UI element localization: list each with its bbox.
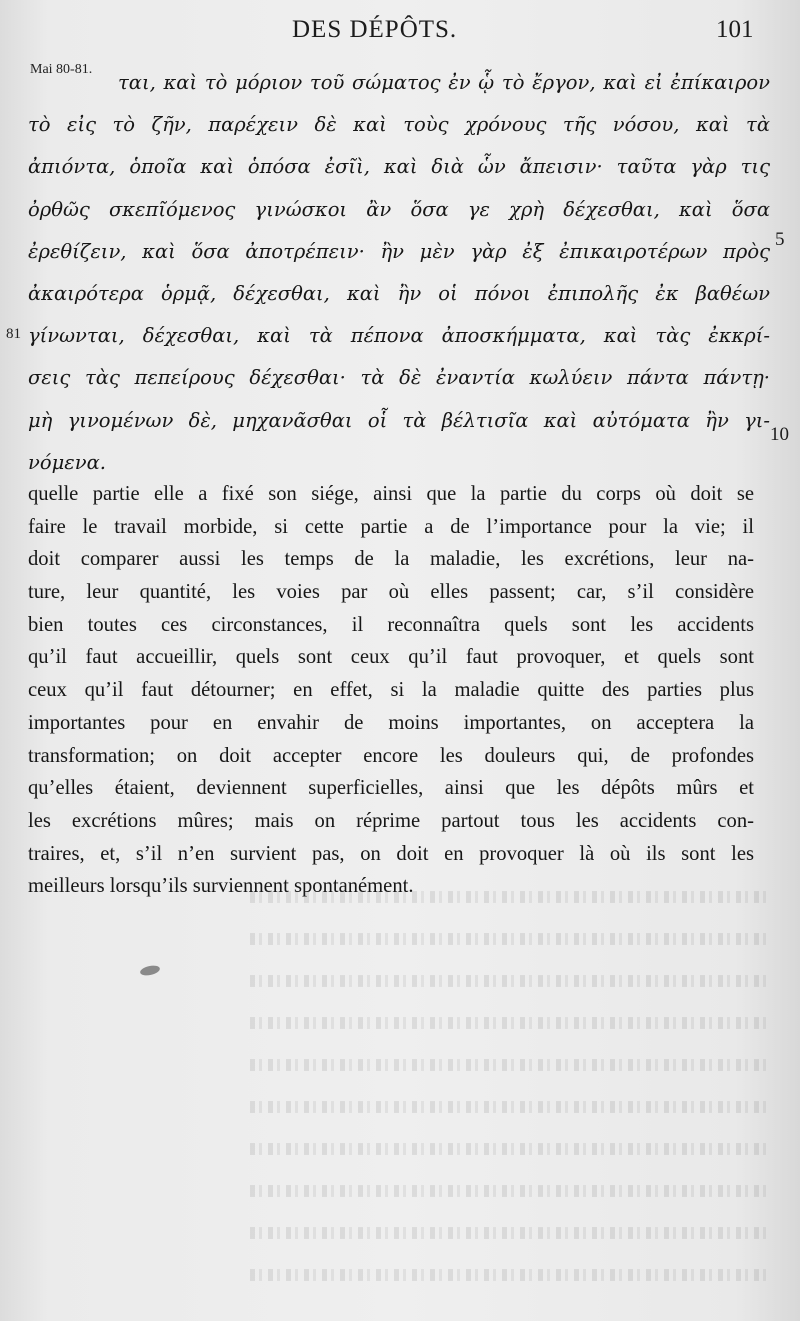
french-text-line: qu’elles étaient, deviennent superficielles, ainsi que les dépôts mûrs et [28,777,754,800]
greek-text-block [28,62,770,484]
margin-reference-side: 81 [6,326,21,342]
margin-reference-top: Mai 80-81. [30,62,93,77]
ink-smudge [139,964,160,977]
french-text-line: faire le travail morbide, si cette partie a de l’importance pour la vie; il [28,515,754,538]
greek-text-line: νόμενα. [28,450,106,474]
greek-text-line: γίνωνται, δέχεσθαι, καὶ τὰ πέπονα ἀποσκήμματα, καὶ τὰς ἐκκρί- [28,324,770,348]
french-text-line: traires, et, s’il n’en survient pas, on doit en provoquer là où ils sont les [28,842,754,865]
french-text-line: ceux qu’il faut détourner; en effet, si la maladie quitte des parties plus [28,679,754,702]
greek-text-line: ἀκαιρότερα ὁρμᾷ, δέχεσθαι, καὶ ἢν οἱ πόνοι ἐπιπολῆς ἐκ βαθέων [28,281,770,305]
line-number-10: 10 [770,424,789,445]
page-number: 101 [716,16,754,43]
greek-text-line: ἀπιόντα, ὁποῖα καὶ ὁπόσα ἐσῖὶ, καὶ διὰ ὧν ἄπεισιν· ταῦτα γὰρ τις [28,155,770,179]
show-through-texture [250,880,770,1300]
greek-text-line: σεις τὰς πεπείρους δέχεσθαι· τὰ δὲ ἐναντία κωλύειν πάντα πάντῃ· [28,366,770,390]
french-text-line: ture, leur quantité, les voies par où elles passent; car, s’il considère [28,581,754,604]
french-translation-block [28,478,754,903]
running-head [0,12,800,52]
french-text-line: doit comparer aussi les temps de la maladie, les excrétions, leur na- [28,548,754,571]
french-text-line: meilleurs lorsqu’ils surviennent spontanément. [28,875,414,898]
greek-text-line: ὀρθῶς σκεπῖόμενος γινώσκοι ἂν ὅσα γε χρὴ δέχεσθαι, καὶ ὅσα [28,197,770,221]
french-text-line: qu’il faut accueillir, quels sont ceux qu’il faut provoquer, et quels sont [28,646,754,669]
greek-text-line: ἐρεθίζειν, καὶ ὅσα ἀποτρέπειν· ἢν μὲν γὰρ ἐξ ἐπικαιροτέρων πρὸς [28,239,770,263]
french-text-line: les excrétions mûres; mais on réprime partout tous les accidents con- [28,809,754,832]
greek-text-line: ται, καὶ τὸ μόριον τοῦ σώματος ἐν ᾧ τὸ ἔργον, καὶ εἰ ἐπίκαιρον [118,71,770,94]
french-text-line: bien toutes ces circonstances, il reconnaîtra quels sont les accidents [28,613,754,636]
french-text-line: quelle partie elle a fixé son siége, ainsi que la partie du corps où doit se [28,483,754,505]
french-text-line: importantes pour en envahir de moins importantes, on acceptera la [28,711,754,734]
greek-text-line: τὸ εἰς τὸ ζῆν, παρέχειν δὲ καὶ τοὺς χρόνους τῆς νόσου, καὶ τὰ [28,113,770,137]
greek-text-line: μὴ γινομένων δὲ, μηχανᾶσθαι οἷ τὰ βέλτισῖα καὶ αὐτόματα ἢν γι- [28,408,770,432]
page-header-title: DES DÉPÔTS. [292,16,458,43]
line-number-5: 5 [775,229,785,250]
french-text-line: transformation; on doit accepter encore les douleurs qui, de profondes [28,744,754,767]
